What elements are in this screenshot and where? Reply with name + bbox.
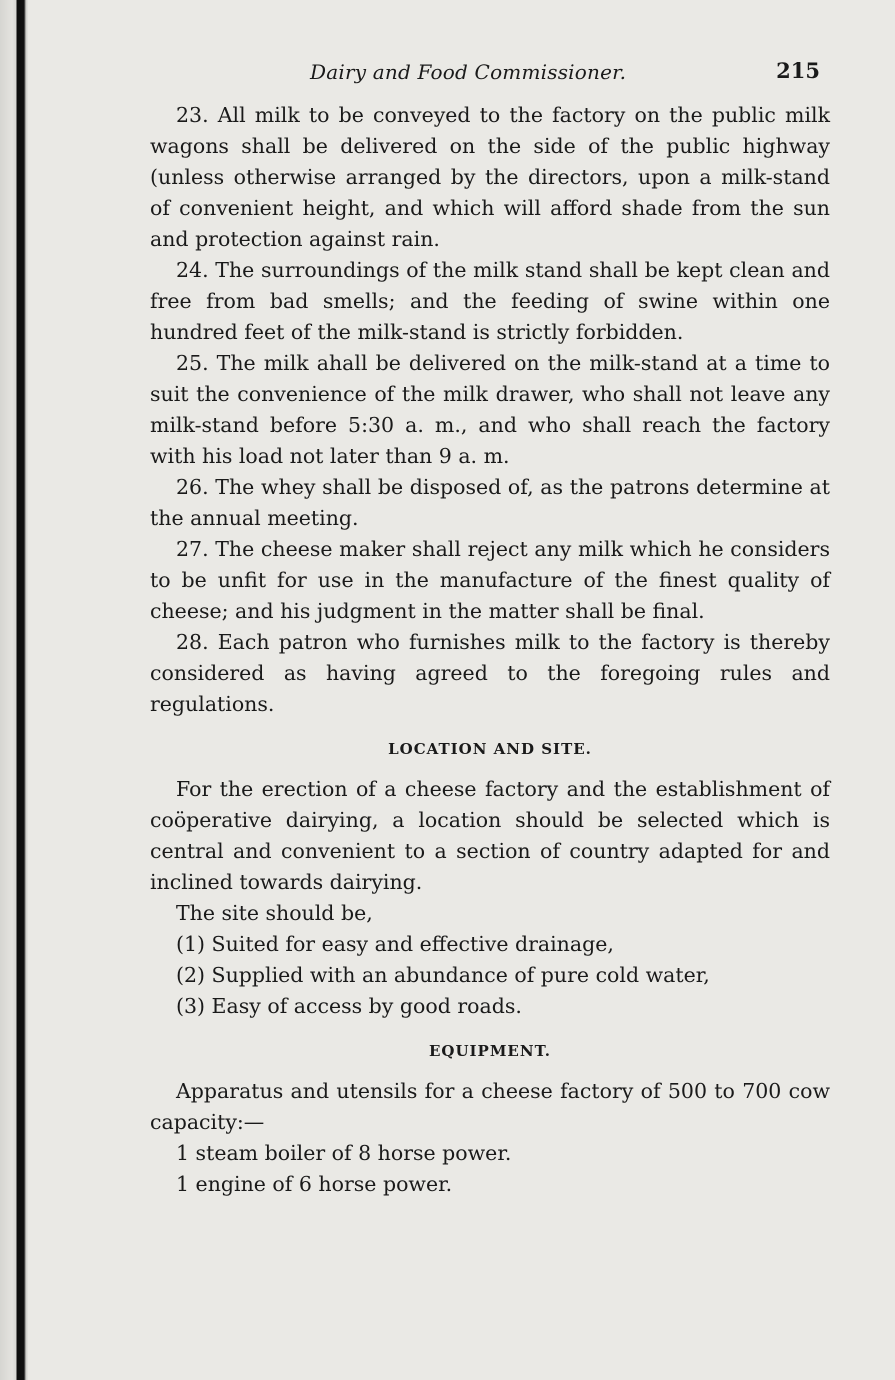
site-item-2: (2) Supplied with an abundance of pure cold water, <box>176 963 710 987</box>
equipment-item-2: 1 engine of 6 horse power. <box>176 1172 453 1196</box>
location-heading: LOCATION AND SITE. <box>388 740 592 758</box>
rules-list <box>150 100 830 720</box>
rule-28: 28. Each patron who furnishes milk to the factory is thereby considered as having agreed to the foregoing rules and regulations. <box>150 630 830 716</box>
rule-25: 25. The milk ahall be delivered on the milk-stand at a time to suit the convenience of the milk drawer, who shall not leave any milk-stand before 5:30 a. m., and who shall reach the factory with his load not later than 9 a. m. <box>150 351 830 468</box>
equipment-paragraph: Apparatus and utensils for a cheese factory of 500 to 700 cow capacity:— <box>150 1079 830 1134</box>
equipment-heading: EQUIPMENT. <box>428 1042 552 1060</box>
rule-26: 26. The whey shall be disposed of, as the patrons determine at the annual meeting. <box>150 475 830 530</box>
location-section <box>150 774 830 1022</box>
rule-27: 27. The cheese maker shall reject any milk which he considers to be unfit for use in the manufacture of the finest quality of cheese; and his judgment in the matter shall be final. <box>150 537 830 623</box>
location-paragraph: For the erection of a cheese factory and the establishment of coöperative dairying, a location should be selected which is central and convenient to a section of country adapted for and inclined towards dairying. <box>150 777 830 894</box>
running-title: Dairy and Food Commissioner. <box>310 60 627 84</box>
equipment-section <box>150 1076 830 1200</box>
page-number: 215 <box>776 58 820 83</box>
rule-23: 23. All milk to be conveyed to the factory on the public milk wagons shall be delivered on the side of the public highway (unless otherwise arranged by the directors, upon a milk-stand of convenient height, and which will afford shade from the sun and protection against rain. <box>150 103 830 251</box>
book-page <box>150 50 830 1200</box>
site-intro: The site should be, <box>176 901 373 925</box>
equipment-item-1: 1 steam boiler of 8 horse power. <box>176 1141 512 1165</box>
site-item-3: (3) Easy of access by good roads. <box>176 994 522 1018</box>
rule-24: 24. The surroundings of the milk stand shall be kept clean and free from bad smells; and the feeding of swine within one hundred feet of the milk-stand is strictly forbidden. <box>150 258 830 344</box>
book-spine-edge <box>0 0 28 1380</box>
page-header <box>150 50 830 100</box>
site-item-1: (1) Suited for easy and effective drainage, <box>176 932 614 956</box>
